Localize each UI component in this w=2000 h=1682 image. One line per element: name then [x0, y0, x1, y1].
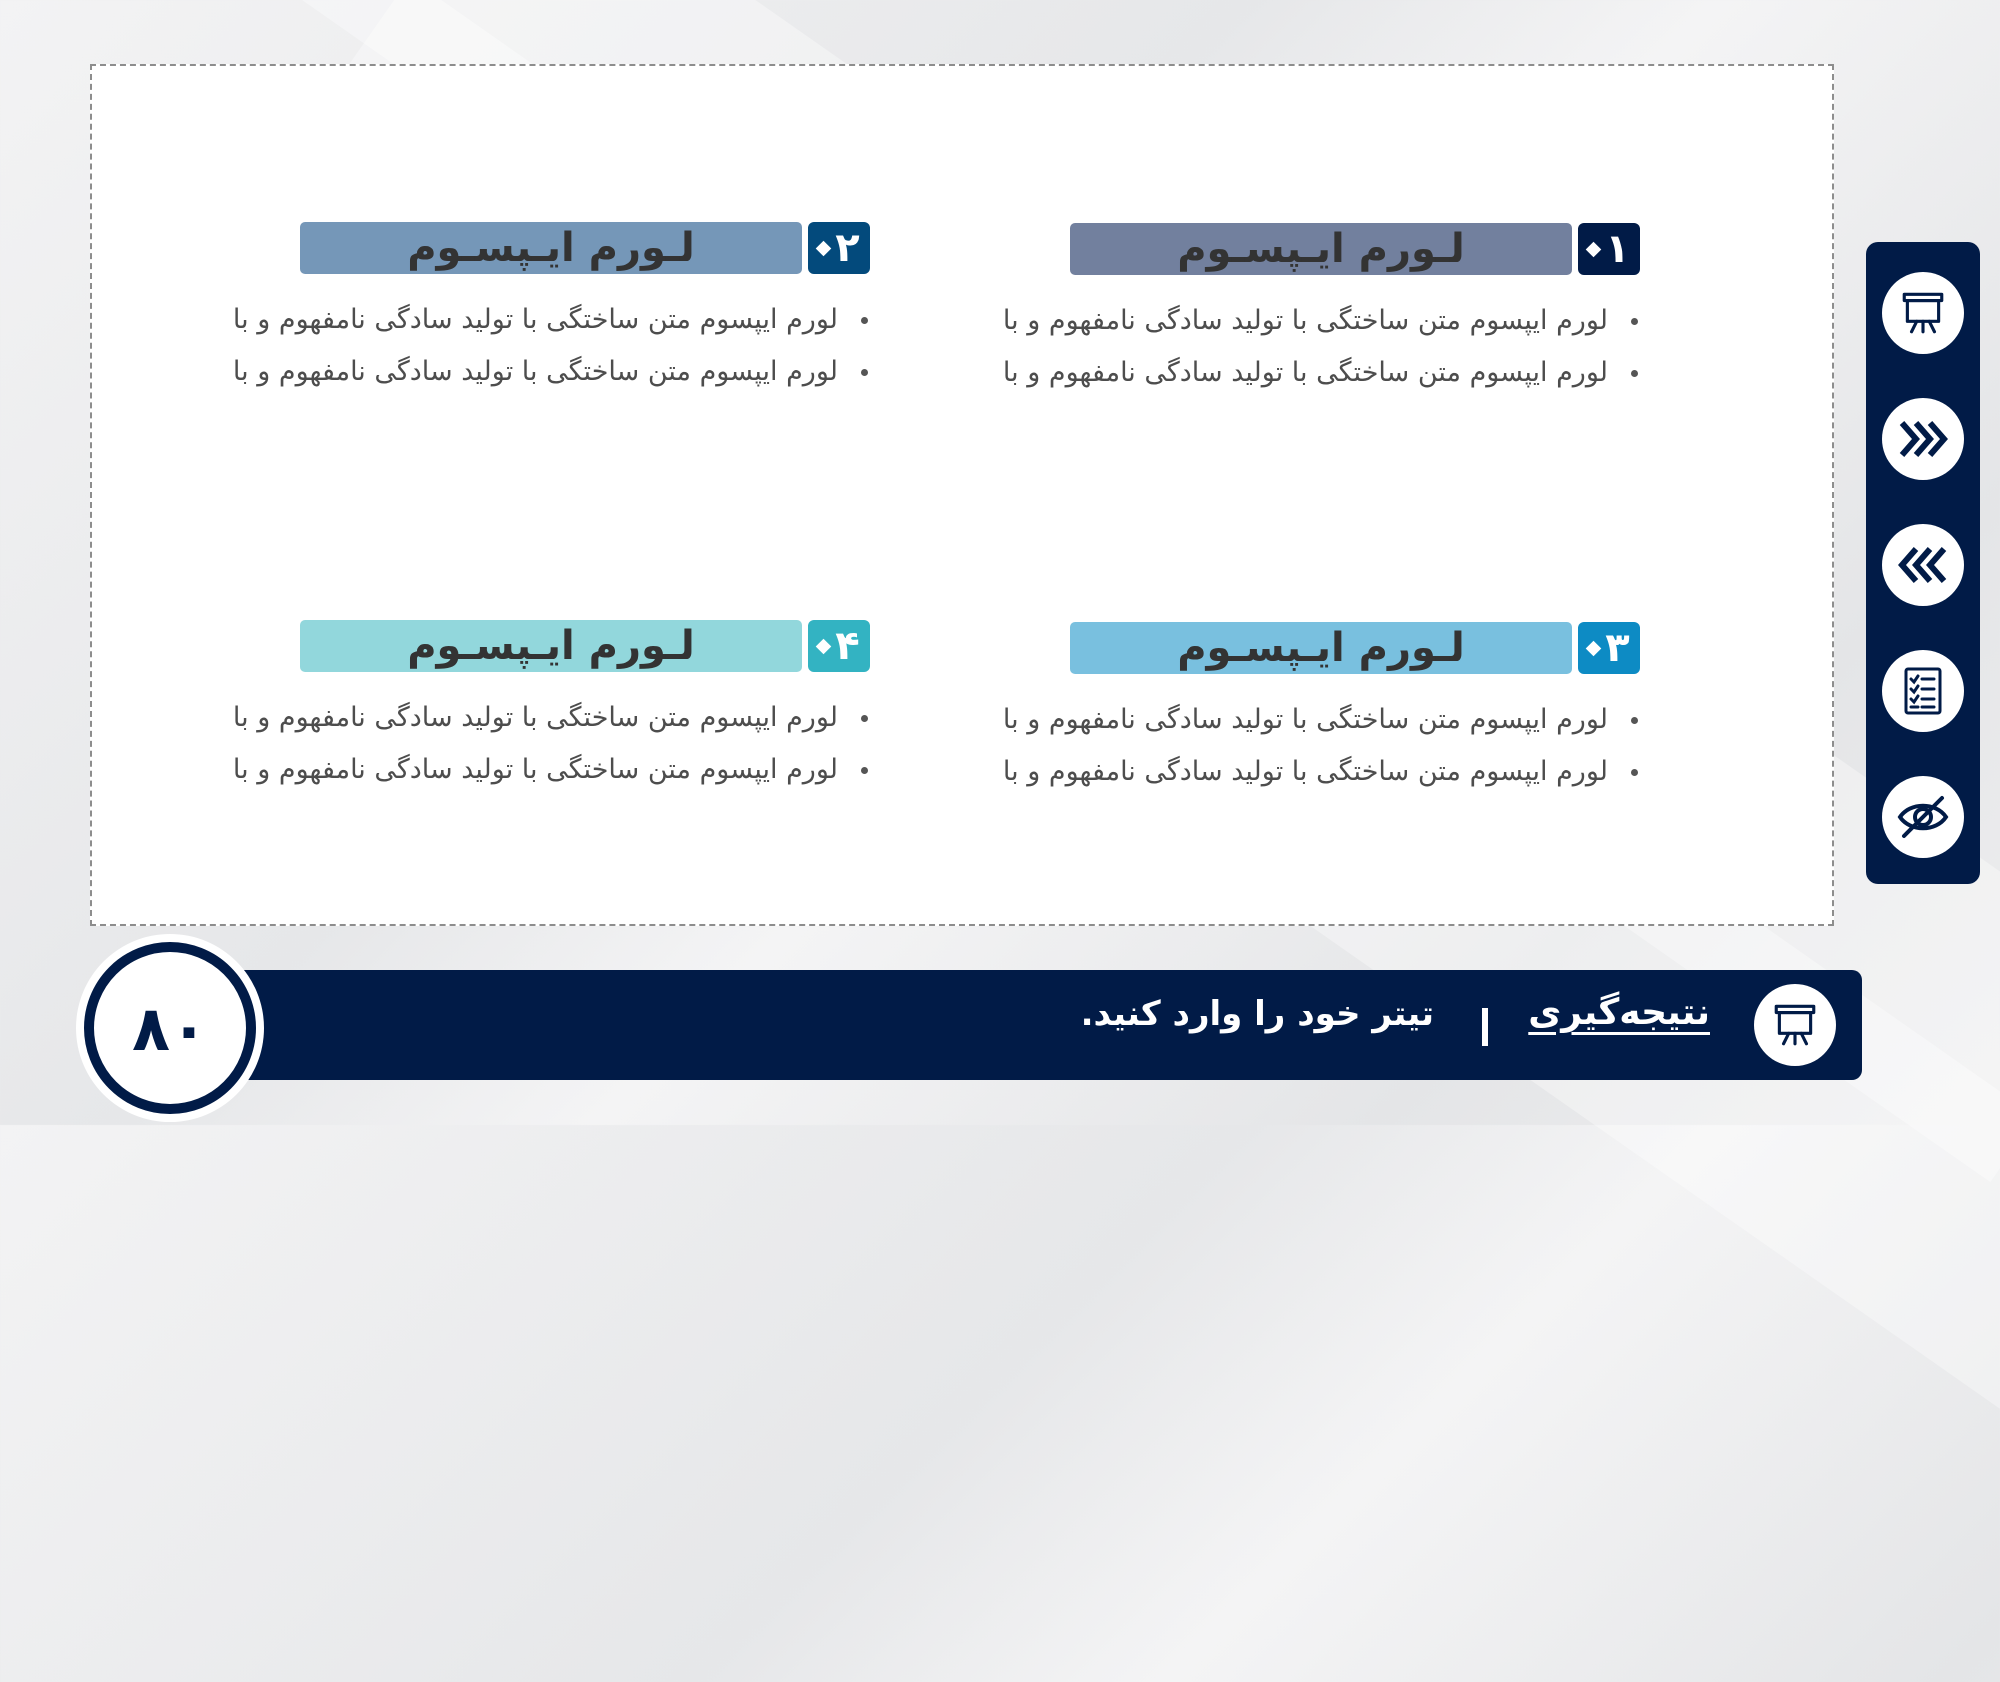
- card-title: لـورم ایـپسـوم: [300, 620, 802, 672]
- presentation-board-icon: [1898, 288, 1948, 338]
- card-2: [190, 222, 870, 398]
- card-1: [960, 223, 1640, 399]
- footer-icon-button[interactable]: [1754, 984, 1836, 1066]
- nav-button-contents[interactable]: [1882, 650, 1964, 732]
- card-header: [190, 222, 870, 276]
- card-header: [960, 223, 1640, 277]
- number-badge: ۴: [808, 620, 870, 672]
- section-title: نتیجه‌گیری: [1528, 992, 1710, 1033]
- eye-off-icon: [1896, 794, 1950, 840]
- card-header: [190, 620, 870, 674]
- number-badge: ۱: [1578, 223, 1640, 275]
- diamond-icon: [816, 240, 832, 256]
- title-divider: [1482, 1008, 1488, 1046]
- card-header: [960, 622, 1640, 676]
- bullet-list: [190, 692, 870, 796]
- presentation-board-icon: [1770, 1000, 1820, 1050]
- number-badge: ۲: [808, 222, 870, 274]
- list-item: لورم ایپسوم متن ساختگی با تولید سادگی نامفهوم و با: [190, 294, 870, 346]
- card-title: لـورم ایـپسـوم: [1070, 223, 1572, 275]
- checklist-icon: [1901, 665, 1945, 717]
- bullet-list: [960, 295, 1640, 399]
- list-item: لورم ایپسوم متن ساختگی با تولید سادگی نامفهوم و با: [190, 346, 870, 398]
- card-4: [190, 620, 870, 796]
- list-item: لورم ایپسوم متن ساختگی با تولید سادگی نامفهوم و با: [190, 692, 870, 744]
- list-item: لورم ایپسوم متن ساختگی با تولید سادگی نامفهوم و با: [960, 295, 1640, 347]
- card-title: لـورم ایـپسـوم: [300, 222, 802, 274]
- list-item: لورم ایپسوم متن ساختگی با تولید سادگی نامفهوم و با: [190, 744, 870, 796]
- chevrons-left-icon: [1896, 543, 1950, 587]
- diamond-icon: [1586, 241, 1602, 257]
- chevrons-right-icon: [1896, 417, 1950, 461]
- nav-button-hide[interactable]: [1882, 776, 1964, 858]
- list-item: لورم ایپسوم متن ساختگی با تولید سادگی نامفهوم و با: [960, 694, 1640, 746]
- card-3: [960, 622, 1640, 798]
- nav-button-prev[interactable]: [1882, 524, 1964, 606]
- page-number: ۸۰: [84, 942, 256, 1114]
- number-badge: ۳: [1578, 622, 1640, 674]
- slide-subtitle: تیتر خود را وارد کنید.: [1080, 994, 1434, 1034]
- diamond-icon: [816, 638, 832, 654]
- card-title: لـورم ایـپسـوم: [1070, 622, 1572, 674]
- bullet-list: [190, 294, 870, 398]
- nav-button-next[interactable]: [1882, 398, 1964, 480]
- footer-title-bar: [230, 970, 1862, 1080]
- bullet-list: [960, 694, 1640, 798]
- side-nav-panel: [1866, 242, 1980, 884]
- diamond-icon: [1586, 640, 1602, 656]
- nav-button-home[interactable]: [1882, 272, 1964, 354]
- list-item: لورم ایپسوم متن ساختگی با تولید سادگی نامفهوم و با: [960, 347, 1640, 399]
- list-item: لورم ایپسوم متن ساختگی با تولید سادگی نامفهوم و با: [960, 746, 1640, 798]
